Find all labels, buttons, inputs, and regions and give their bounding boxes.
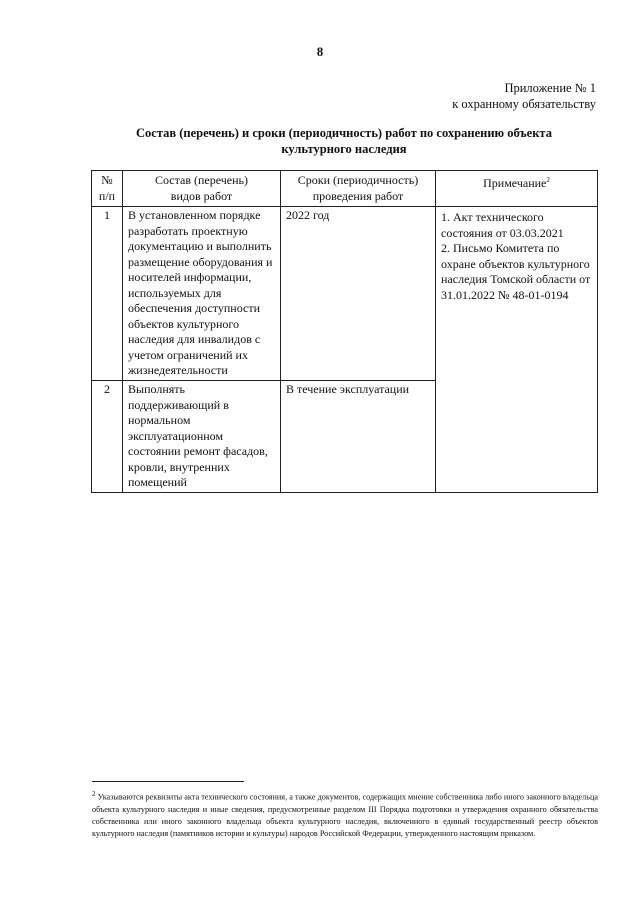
document-title: [92, 125, 596, 157]
page-number: 8: [316, 44, 324, 59]
works-table: [91, 170, 598, 493]
header-term-line-2: проведения работ: [312, 188, 404, 203]
appendix-line-2: к охранному обязательству: [452, 97, 596, 111]
header-term-line-1: Сроки (периодичность): [297, 173, 419, 187]
title-line-2: культурного наследия: [281, 142, 407, 156]
note-item-2: 2. Письмо Комитета по охране объектов культурного наследия Томской области от 31.01.2022 № 48-01-0194: [441, 241, 591, 302]
header-number: [92, 171, 123, 207]
header-note-footnote-ref: 2: [546, 176, 550, 184]
footnote-separator: [92, 781, 244, 782]
header-note: [436, 171, 598, 207]
row-number: 2: [92, 381, 123, 493]
row-term: В течение эксплуатации: [281, 381, 436, 493]
header-number-line-2: п/п: [98, 188, 116, 203]
table-header-row: [92, 171, 598, 207]
title-line-1: Состав (перечень) и сроки (периодичность) работ по сохранению объекта: [136, 126, 552, 140]
header-note-label: Примечание: [483, 176, 547, 190]
appendix-line-1: Приложение № 1: [504, 81, 596, 95]
table-row: [92, 207, 598, 381]
appendix-heading: [452, 80, 596, 112]
row-work: В установленном порядке разработать проектную документацию и выполнить размещение оборудования и носителей информации, используемых для обеспечения доступности объектов культурного наследия для инвалидов с учетом ограничений их жизнедеятельности: [123, 207, 281, 381]
header-term: [281, 171, 436, 207]
footnote: [92, 788, 598, 841]
note-item-1: 1. Акт технического состояния от 03.03.2021: [441, 210, 564, 240]
footnote-marker: 2: [92, 790, 96, 798]
header-number-line-1: №: [101, 173, 113, 187]
header-work-line-2: видов работ: [170, 188, 233, 203]
row-number: 1: [92, 207, 123, 381]
row-note: [436, 207, 598, 493]
footnote-text: Указываются реквизиты акта технического состояния, а также документов, содержащих мнение собственника либо иного законного владельца объекта культурного наследия и иные сведения, предусмотренные разделом III Порядка подготовки и утверждения охранного обязательства собственника или иного законного владельца объекта культурного наследия, включенного в единый государственный реестр объектов культурного наследия (памятников истории и культуры) народов Российской Федерации, утвержденного настоящим приказом.: [92, 792, 598, 839]
row-term: 2022 год: [281, 207, 436, 381]
header-work-line-1: Состав (перечень): [154, 173, 249, 187]
header-work: [123, 171, 281, 207]
row-work: Выполнять поддерживающий в нормальном эксплуатационном состоянии ремонт фасадов, кровли, внутренних помещений: [123, 381, 281, 493]
